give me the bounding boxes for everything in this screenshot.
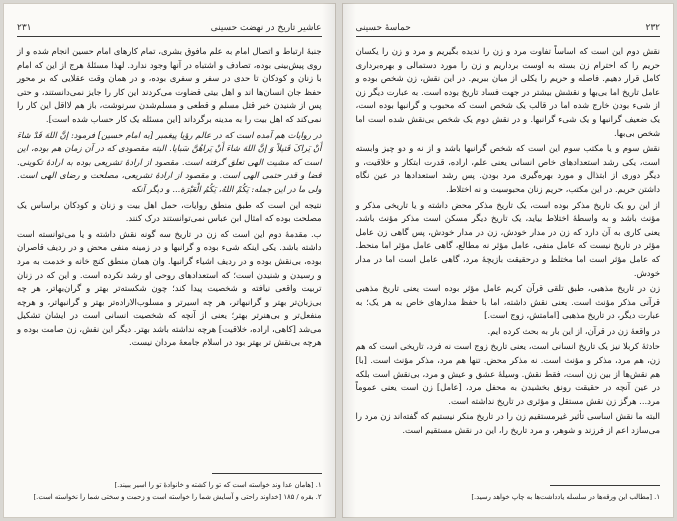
paragraph: جنبهٔ ارتباط و اتصال امام به علم مافوق بشری، تمام کارهای امام حسین انجام شده و از روی پیش‌بینی بوده، تصادف و اشتباه در آنها وجود ندارد. لهذا مسئلهٔ هرج از این که امام با زنان و کودکان تا حدی در سفر و سفری بوده، و در همان وقت عقلایی که بر محور حفظ جان انسان‌ها اند و اهل بیتی قضاوت می‌کردند این کار را جایز نمی‌دانستند، و حتی پس از شنیدن خبر قتل مسلم و قطعی و مسلم‌شدن سرنوشت، باز هم لااقل این کار را نمی‌کند که اهل بیت را به مدینه برگرداند [این مسئله یک کار حساب شده است]. — [17, 46, 322, 124]
footnote: ۱. [هامان عدا وند خواسته است که تو را کشته و خانوادهٔ تو را اسیر ببیند.] — [114, 481, 322, 489]
footnote-separator — [550, 485, 660, 486]
footnote: ۲. بقره / ۱۸۵ [خداوند راحتی و آسایش شما را خواسته است و زحمت و سختی شما را نخواسته است.] — [33, 493, 322, 501]
left-page-header — [17, 15, 322, 33]
paragraph: در واقعهٔ زن در قرآن، از این بار به بحث کرده ایم. — [487, 325, 660, 336]
right-page-header — [356, 15, 661, 33]
right-page — [342, 3, 675, 518]
left-running-title: عاشیر تاریخ در نهضت حسینی — [210, 23, 322, 33]
footnote: ۱. [مطالب این ورقه‌ها در سلسله یادداشت‌ها به چاپ خواهد رسید.] — [471, 493, 660, 501]
right-footnotes — [356, 485, 661, 504]
left-footnotes — [17, 473, 322, 504]
right-page-body — [356, 45, 661, 448]
paragraph: نقش سوم و یا مکتب سوم این است که شخص گرانبها باشد و از نه و دو چیز وابسته است، یکی رشد استعدادهای خاص انسانی یعنی علم، اراده، قدرت ابتکار و خلاقیت، و دیگر دوری از ابتذال و مورد بهره‌گیری مرد بودن. پس رشد استعدادها در عین نگاه داشتن حریم. در این مکتب، حریم زنان محبوسیت و نه اختلاط. — [355, 143, 660, 194]
paragraph: از این رو یک تاریخ مذکر بوده است، یک تاریخ مذکر محض داشته و یا تاریخی مذکر و مؤنث باشد و به واسطهٔ اختلاط بیاید، یک تاریخ دیگر مسکن است مذکر مؤنث باشد، یعنی کاری به آن دارد که زن در مدار خودش، زن در مدار خودش، پس گاهی زن عامل مؤثر در تاریخ نیست که عامل منفی، عامل مؤثر نه مطالع، گاهی عامل مؤثر اما منحط. که عامل مؤثر است اما مختلط و درحقیقت بازیچهٔ مرد، گاهی عامل است اما در مدار خودش. — [355, 199, 660, 278]
paragraph: زن در تاریخ مذهبی، طبق تلقی قرآن کریم عامل مؤثر بوده است یعنی تاریخ مذهبی قرآنی مذکر مؤنث است. یعنی نقش داشته، اما با حفظ مدارهای خاص به هر یک؛ به عبارت دیگر، در تاریخ مذهبی [امامتش، زوج است.] — [355, 283, 660, 321]
paragraph: ب. مقدمهٔ دوم این است که زن در تاریخ سه گونه نقش داشته و یا می‌توانسته است داشته باشد. یکی اینکه شیء بوده و گرانبها و در زمینه منفی محض و در ردیف قاصران بوده، بی‌نقش بوده و در ردیف اشیاء گرانبها. وان همان منطق کنج خانه و خدمت به مرد و رسیدن و شنیدن است؛ که استعدادهای روحی او رشد نکرده است. و این که در زنان تربیت واقعی نیافته و شخصیت پیدا کند؛ چون شکسته‌تر بهتر و گران‌بهاتر، هر چه بی‌زبان‌تر بهتر و گرانبهاتر، هر چه اسیرتر و مسلوب‌الاراده‌تر بهتر و گرانبهاتر، و هرچه منفعل‌تر و بی‌هنرتر بهتر؛ یعنی از آنچه که شخصیت انسانی است در ایشان تشکیل می‌شد [کاهی، اراده، خلاقیت] هرچه نداشته باشد بهتر. دیگر این نقش، زن صامت بوده و هرچه بی‌نقش تر بهتر بود در اسلام جامعهٔ مردان نیست. — [17, 228, 322, 348]
left-page-body — [17, 45, 322, 448]
left-page-number: ۲۳۱ — [17, 23, 32, 33]
header-rule — [17, 36, 322, 37]
paragraph: در روایات هم آمده است که در عالم رؤیا پیغمبر [به امام حسین] فرمود: إنَّ اللهَ قَدْ شاءَ أَنْ یَراکَ قَتیلاً وَ إنَّ اللهَ شاءَ أَنْ یَراهُنَّ سَبایا. البته مقصودی که در آن زمان هم بوده، این است که مشیت الهی تعلق گرفته است. مقصود از ارادهٔ تشریعی بوده به ارادهٔ تکوینی. قضا و قدر حتمی الهی است. و مقصود از ارادهٔ تشریعی، مصلحت و رضای الهی است. ولی ما در این جمله: یَکُمْ اللهُ، یَکُمُ الْعَبْرَة... و دیگر آنکه — [17, 129, 322, 194]
right-page-number: ۲۳۲ — [645, 23, 660, 33]
left-page — [3, 3, 336, 518]
right-running-title: حماسهٔ حسینی — [355, 23, 411, 33]
gutter-shadow — [342, 3, 356, 518]
paragraph: نقش دوم این است که اساساً تفاوت مرد و زن را ندیده بگیریم و مرد و زن را یکسان حریم را که احترام زن بسته به اوست برداریم و زن را مورد دستمالی و بهره‌برداری کامل قرار دهیم. فاصله و حریم را یکلی از میان ببریم. در این نقش، زن شخص بوده و عامل تاریخ اما بی‌بها و نقشش بیشتر در جهت فساد تاریخ بوده است. به عبارت دیگر زن از شیء بودن خارج شده اما در قالب یک شخص است که محبوب و گرانبها بوده است، یک ضعیف گرانبها و یک شیء گرانبها. و در نقش دوم یک شخص بی‌نقش شده است اما شخص بی‌بها. — [355, 46, 660, 138]
paragraph: البته ما نقش اساسی تأثیر غیرمستقیم زن را در تاریخ منکر نیستیم که گفته‌اند زن مرد را می‌سازد اعم از فرزند و شوهر، و مرد تاریخ را، این در نقش مستقیم است. — [355, 411, 660, 436]
header-rule — [356, 36, 661, 37]
paragraph: نتیجه این است که طبق منطق روایات، حمل اهل بیت و زنان و کودکان براساس یک مصلحت بوده که امثال ابن عباس نمی‌توانستند درک کنند. — [17, 199, 322, 224]
footnote-separator — [212, 473, 322, 474]
gutter-shadow — [322, 3, 336, 518]
paragraph: حادثهٔ کربلا نیز یک تاریخ انسانی است، یعنی تاریخ زوج است نه فرد، تاریخی است که هم زن، هم مرد، مذکر و مؤنث است. نه مذکر محض. تنها هم مرد، مذکر مؤنث است. [با] هم نقش‌ها از بین زن است، فقط نقش. وسیلهٔ عشق و عیش و مرد، بی‌نقش است بلکه در عین آنچه در حقیقت رونق بخشیدن به محفل مرد، [عامل] زن است یعنی عموماً مرد... هرگز زن نقش مستقل و مؤثری در تاریخ نداشته است. — [355, 341, 660, 406]
book-spread — [3, 3, 674, 518]
